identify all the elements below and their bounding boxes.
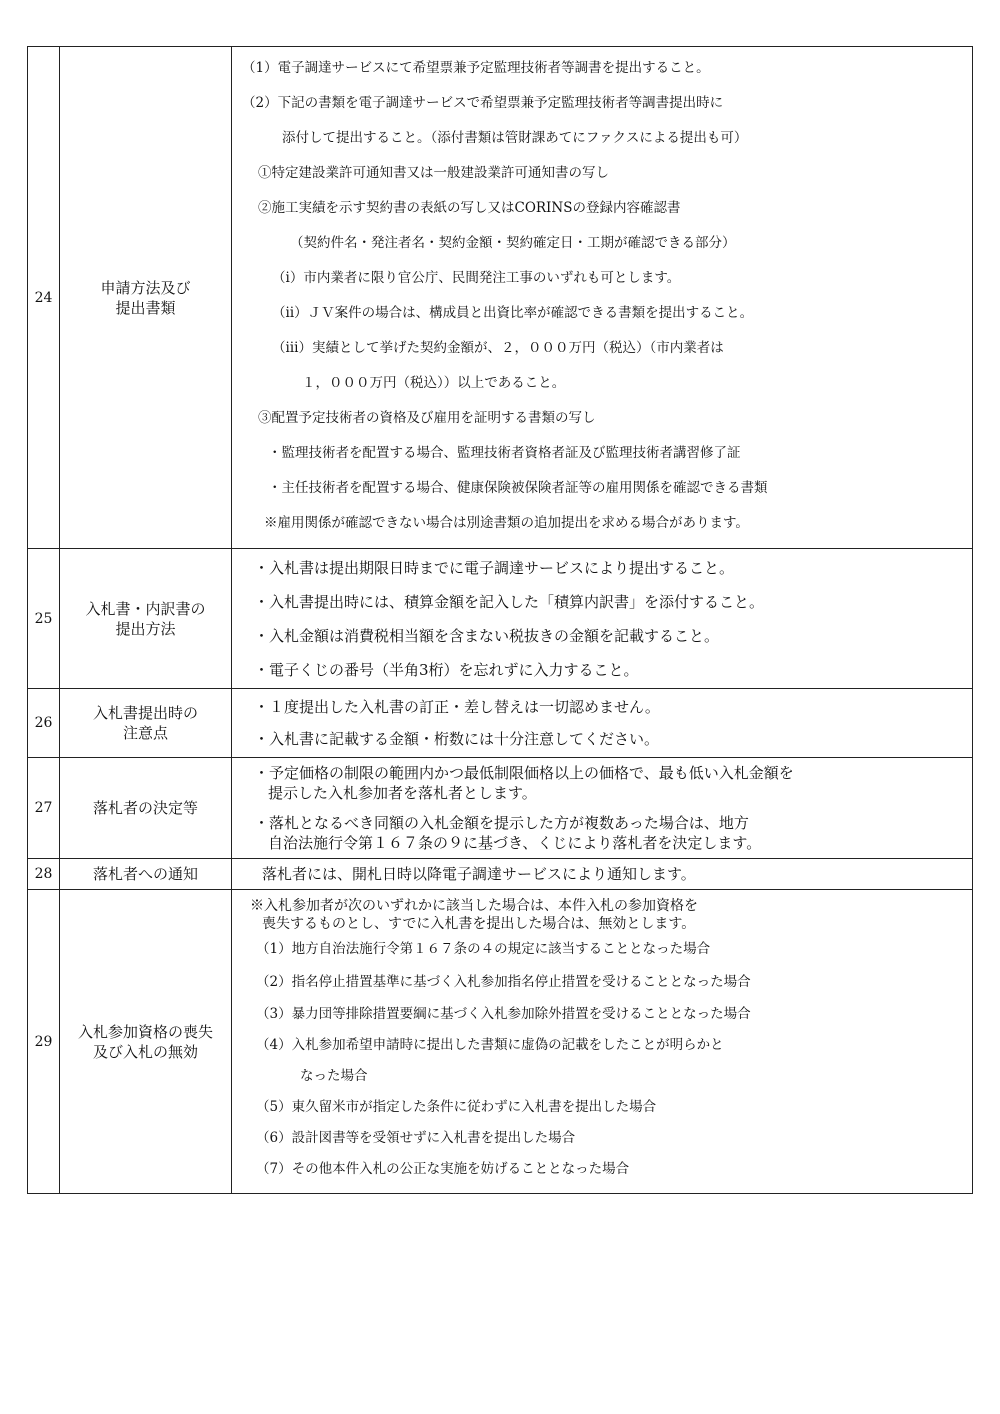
content-line: ②施工実績を示す契約書の表紙の写し又はCORINSの登録内容確認書 xyxy=(258,200,681,216)
content-line: ・入札書に記載する金額・桁数には十分注意してください。 xyxy=(254,730,660,748)
document-table xyxy=(27,46,973,1194)
content-line: 提示した入札参加者を落札者とします。 xyxy=(268,784,537,802)
row-label-line: 提出方法 xyxy=(115,619,176,638)
table-row-25 xyxy=(28,549,973,689)
content-line: ※入札参加者が次のいずれかに該当した場合は、本件入札の参加資格を xyxy=(250,898,698,914)
content-line: （1）地方自治法施行令第１６７条の４の規定に該当することとなった場合 xyxy=(256,941,711,957)
content-line: 添付して提出すること。（添付書類は管財課あてにファクスによる提出も可） xyxy=(282,130,748,146)
content-line: （2）指名停止措置基準に基づく入札参加指名停止措置を受けることとなった場合 xyxy=(256,974,751,990)
content-line: ①特定建設業許可通知書又は一般建設業許可通知書の写し xyxy=(258,165,609,181)
content-line: ③配置予定技術者の資格及び雇用を証明する書類の写し xyxy=(258,410,596,426)
row-number: 26 xyxy=(28,689,60,758)
table-row-28 xyxy=(28,859,973,890)
content-line: ※雇用関係が確認できない場合は別途書類の追加提出を求める場合があります。 xyxy=(264,515,749,531)
row-content xyxy=(232,689,973,758)
content-line: ・入札書提出時には、積算金額を記入した「積算内訳書」を添付すること。 xyxy=(254,593,765,611)
content-line: ・落札となるべき同額の入札金額を提示した方が複数あった場合は、地方 xyxy=(254,814,749,832)
row-label-line: 及び入札の無効 xyxy=(92,1042,198,1061)
row-label-line: 提出書類 xyxy=(115,298,176,317)
row-number: 25 xyxy=(28,549,60,689)
content-line: （ⅰ）市内業者に限り官公庁、民間発注工事のいずれも可とします。 xyxy=(272,270,681,286)
content-line: （ⅱ）ＪＶ案件の場合は、構成員と出資比率が確認できる書類を提出すること。 xyxy=(272,305,754,321)
row-number: 28 xyxy=(28,859,60,890)
row-label xyxy=(60,689,232,758)
row-number: 24 xyxy=(28,47,60,549)
row-label-line: 落札者への通知 xyxy=(92,865,198,883)
content-line: 喪失するものとし、すでに入札書を提出した場合は、無効とします。 xyxy=(262,916,696,932)
table-row-24 xyxy=(28,47,973,549)
content-line: （ⅲ）実績として挙げた契約金額が、２，０００万円（税込）（市内業者は xyxy=(272,340,724,356)
row-label xyxy=(60,758,232,859)
content-line: ・電子くじの番号（半角3桁）を忘れずに入力すること。 xyxy=(254,661,639,679)
content-line: ・予定価格の制限の範囲内かつ最低制限価格以上の価格で、最も低い入札金額を xyxy=(254,764,794,782)
row-label-line: 申請方法及び xyxy=(100,278,191,297)
table-row-29 xyxy=(28,890,973,1194)
content-line: １，０００万円（税込））以上であること。 xyxy=(302,375,566,391)
row-label-line: 落札者の決定等 xyxy=(92,799,198,817)
content-line: なった場合 xyxy=(300,1068,368,1084)
row-label xyxy=(60,549,232,689)
row-content xyxy=(232,47,973,549)
table-row-27 xyxy=(28,758,973,859)
content-line: 自治法施行令第１６７条の９に基づき、くじにより落札者を決定します。 xyxy=(268,834,762,852)
content-line: ・入札書は提出期限日時までに電子調達サービスにより提出すること。 xyxy=(254,559,735,577)
row-content xyxy=(232,859,973,890)
content-line: （4）入札参加希望申請時に提出した書類に虚偽の記載をしたことが明らかと xyxy=(256,1037,724,1053)
row-content xyxy=(232,890,973,1194)
content-line: ・主任技術者を配置する場合、健康保険被保険者証等の雇用関係を確認できる書類 xyxy=(268,480,768,496)
row-label-line: 入札書・内訳書の xyxy=(85,599,206,618)
row-number: 29 xyxy=(28,890,60,1194)
row-label-line: 入札参加資格の喪失 xyxy=(77,1022,213,1041)
content-line: （契約件名・発注者名・契約金額・契約確定日・工期が確認できる部分） xyxy=(290,235,736,251)
content-line: ・１度提出した入札書の訂正・差し替えは一切認めません。 xyxy=(254,698,660,716)
content-line: ・入札金額は消費税相当額を含まない税抜きの金額を記載すること。 xyxy=(254,627,720,645)
content-line: （7）その他本件入札の公正な実施を妨げることとなった場合 xyxy=(256,1161,630,1177)
row-label xyxy=(60,859,232,890)
row-content xyxy=(232,549,973,689)
content-line: 落札者には、開札日時以降電子調達サービスにより通知します。 xyxy=(262,865,696,883)
content-line: （3）暴力団等排除措置要綱に基づく入札参加除外措置を受けることとなった場合 xyxy=(256,1006,751,1022)
row-number: 27 xyxy=(28,758,60,859)
content-line: （5）東久留米市が指定した条件に従わずに入札書を提出した場合 xyxy=(256,1099,657,1115)
row-label xyxy=(60,47,232,549)
content-line: （1）電子調達サービスにて希望票兼予定監理技術者等調書を提出すること。 xyxy=(242,60,710,76)
content-line: ・監理技術者を配置する場合、監理技術者資格者証及び監理技術者講習修了証 xyxy=(268,445,741,461)
row-label-line: 注意点 xyxy=(122,724,168,742)
content-line: （6）設計図書等を受領せずに入札書を提出した場合 xyxy=(256,1130,576,1146)
row-label xyxy=(60,890,232,1194)
table-row-26 xyxy=(28,689,973,758)
row-label-line: 入札書提出時の xyxy=(92,704,198,722)
content-line: （2）下記の書類を電子調達サービスで希望票兼予定監理技術者等調書提出時に xyxy=(242,95,724,111)
row-content xyxy=(232,758,973,859)
